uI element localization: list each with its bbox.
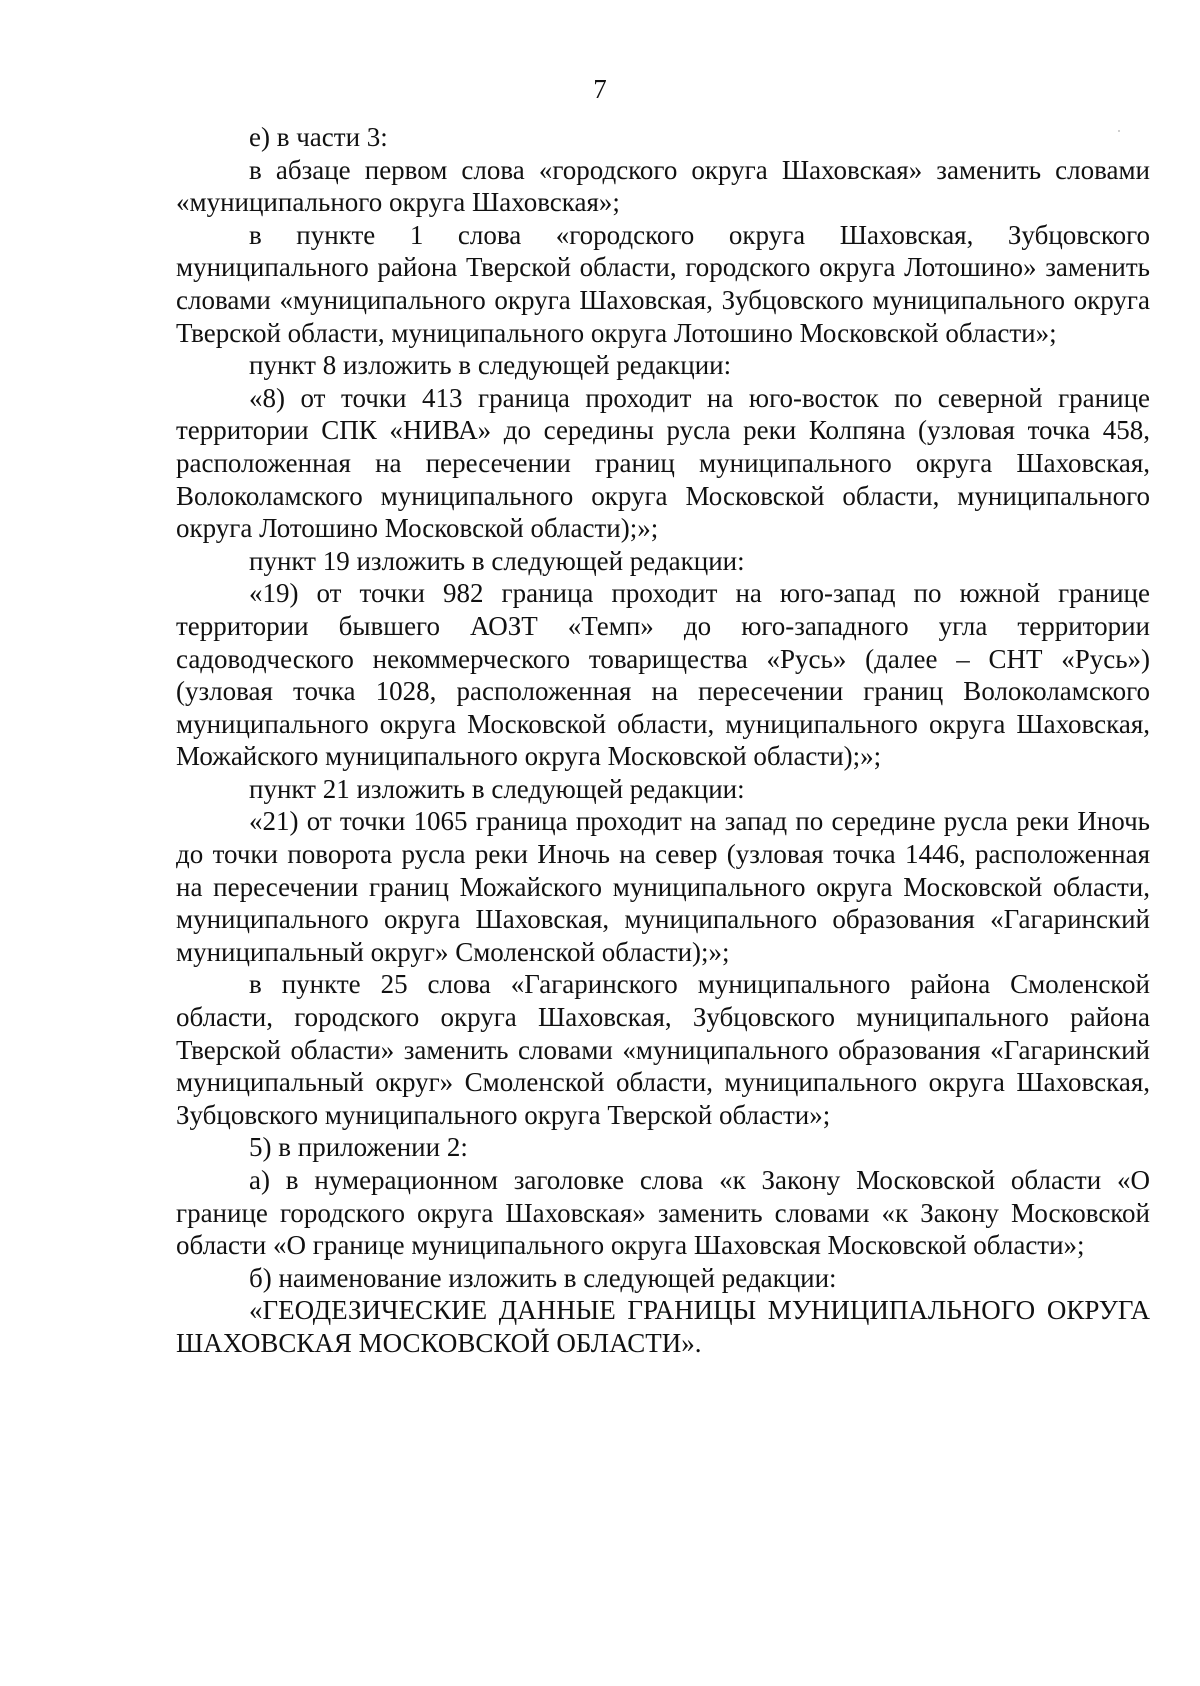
paragraph-new-name: «ГЕОДЕЗИЧЕСКИЕ ДАННЫЕ ГРАНИЦЫ МУНИЦИПАЛЬНОГО ОКРУГА ШАХОВСКАЯ МОСКОВСКОЙ ОБЛАСТИ». xyxy=(176,1295,1150,1358)
paragraph-part-e-header: е) в части 3: xyxy=(249,122,388,152)
paragraph-point-8-intro: пункт 8 изложить в следующей редакции: xyxy=(249,350,732,381)
paragraph-point-8-text: «8) от точки 413 граница проходит на юго-восток по северной границе территории СПК «НИВА» до середины русла реки Колпяна (узловая точка 458, расположенная на пересечении границ муниципального округа Шаховская, Волоколамского муниципального округа Московской области, муниципального округа Лотошино Московской области);»; xyxy=(176,382,1150,544)
document-body xyxy=(176,121,1150,1360)
paragraph-point-25: в пункте 25 слова «Гагаринского муниципального района Смоленской области, городского округа Шаховская, Зубцовского муниципального района Тверской области» заменить словами «муниципального образования «Гагаринский муниципальный округ» Смоленской области, муниципального округа Шаховская, Зубцовского муниципального округа Тверской области»; xyxy=(176,969,1150,1130)
paragraph-appendix-2-header: 5) в приложении 2: xyxy=(249,1132,468,1163)
paragraph-first-abzac: в абзаце первом слова «городского округа Шаховская» заменить словами «муниципального округа Шаховская»; xyxy=(176,154,1150,218)
paragraph-name-intro: б) наименование изложить в следующей редакции: xyxy=(249,1262,837,1293)
page-number: 7 xyxy=(593,74,607,104)
paragraph-point-1: в пункте 1 слова «городского округа Шаховская, Зубцовского муниципального района Тверской области, городского округа Лотошино» заменить словами «муниципального округа Шаховская, Зубцовского муниципального округа Тверской области, муниципального округа Лотошино Московской области»; xyxy=(176,219,1150,348)
paragraph-point-21-text: «21) от точки 1065 граница проходит на запад по середине русла реки Иночь до точки поворота русла реки Иночь на север (узловая точка 1446, расположенная на пересечении границ Можайского муниципального округа Московской области, муниципального округа Шаховская, муниципального образования «Гагаринский муниципальный округ» Смоленской области);»; xyxy=(176,806,1150,967)
paragraph-point-19-intro: пункт 19 изложить в следующей редакции: xyxy=(249,545,745,576)
paragraph-point-21-intro: пункт 21 изложить в следующей редакции: xyxy=(249,773,745,804)
paragraph-point-19-text: «19) от точки 982 граница проходит на юго-запад по южной границе территории бывшего АОЗТ «Темп» до юго-западного угла территории садоводческого некоммерческого товарищества «Русь» (далее – СНТ «Русь») (узловая точка 1028, расположенная на пересечении границ Волоколамского муниципального округа Московской области, муниципального округа Шаховская, Можайского муниципального округа Московской области);»; xyxy=(176,578,1150,772)
paragraph-numbering-heading: а) в нумерационном заголовке слова «к Закону Московской области «О границе городского округа Шаховская» заменить словами «к Закону Московской области «О границе муниципального округа Шаховская Московской области»; xyxy=(176,1165,1150,1261)
